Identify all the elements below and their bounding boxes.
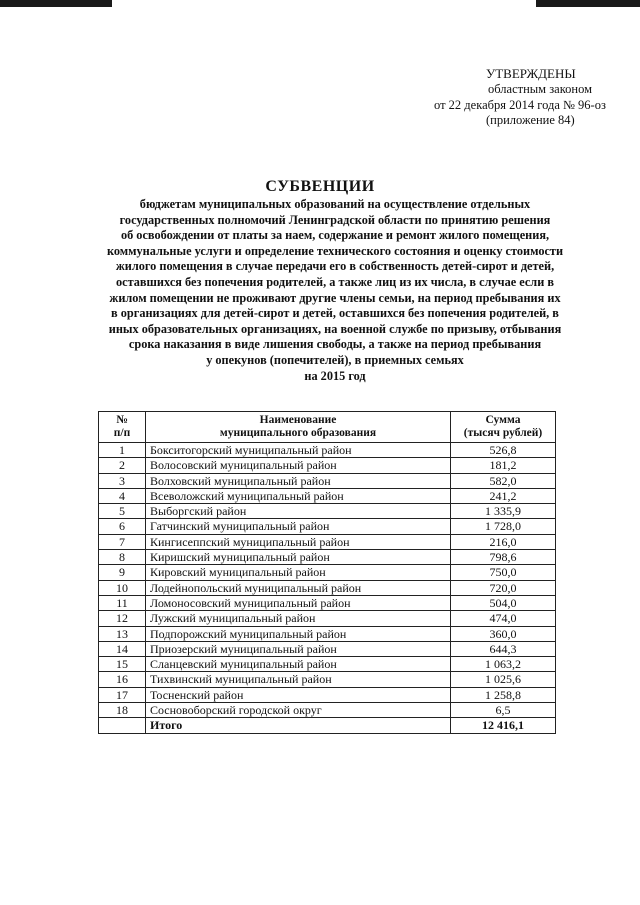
- table-row: [99, 611, 556, 626]
- table-row: [99, 443, 556, 458]
- row-amount: 582,0: [451, 473, 556, 488]
- row-amount: 720,0: [451, 580, 556, 595]
- row-amount: 360,0: [451, 626, 556, 641]
- row-number: 11: [99, 595, 146, 610]
- row-number: 18: [99, 703, 146, 718]
- table-row: [99, 657, 556, 672]
- row-amount: 1 258,8: [451, 687, 556, 702]
- row-number: 7: [99, 534, 146, 549]
- table-row: [99, 473, 556, 488]
- approval-law: областным законом: [488, 82, 593, 96]
- row-amount: 181,2: [451, 458, 556, 473]
- total-label: Итого: [146, 718, 451, 733]
- table-row: [99, 458, 556, 473]
- row-amount: 750,0: [451, 565, 556, 580]
- row-number: 8: [99, 550, 146, 565]
- table-row: [99, 672, 556, 687]
- row-number: 14: [99, 641, 146, 656]
- scan-edge-mark-right: [536, 0, 640, 7]
- row-municipality: Волховский муниципальный район: [146, 473, 451, 488]
- row-number: 12: [99, 611, 146, 626]
- row-amount: 6,5: [451, 703, 556, 718]
- subtitle-line: у опекунов (попечителей), в приемных семьях: [206, 352, 464, 367]
- row-number: 6: [99, 519, 146, 534]
- row-number: 3: [99, 473, 146, 488]
- row-number: 10: [99, 580, 146, 595]
- document-title: СУБВЕНЦИИ: [265, 178, 375, 195]
- approval-date: от 22 декабря 2014 года № 96-оз: [434, 98, 606, 112]
- row-amount: 474,0: [451, 611, 556, 626]
- row-number: 15: [99, 657, 146, 672]
- table-row: [99, 488, 556, 503]
- subtitle-line: бюджетам муниципальных образований на осуществление отдельных: [139, 197, 531, 211]
- row-number: 5: [99, 504, 146, 519]
- table-row: [99, 580, 556, 595]
- row-number: 4: [99, 488, 146, 503]
- approval-appendix: (приложение 84): [486, 113, 575, 127]
- row-amount: 798,6: [451, 550, 556, 565]
- document-subtitle: [70, 197, 600, 384]
- subtitle-line: на 2015 год: [304, 368, 366, 383]
- subtitle-line: государственных полномочий Ленинградской области по принятию решения: [119, 212, 551, 227]
- scan-edge-mark-left: [0, 0, 112, 7]
- row-amount: 504,0: [451, 595, 556, 610]
- row-amount: 241,2: [451, 488, 556, 503]
- table-row: [99, 565, 556, 580]
- table-row: [99, 687, 556, 702]
- subtitle-line: об освобождении от платы за наем, содержание и ремонт жилого помещения,: [120, 228, 550, 243]
- subtitle-line: жилом помещении не проживают другие члены семьи, на период пребывания их: [109, 290, 561, 305]
- table-header-row: [99, 412, 556, 443]
- subventions-table: [98, 411, 556, 734]
- row-amount: 216,0: [451, 534, 556, 549]
- subtitle-line: срока наказания в виде лишения свободы, а также на период пребывания: [128, 337, 542, 352]
- row-amount: 644,3: [451, 641, 556, 656]
- table-row: [99, 504, 556, 519]
- row-amount: 1 728,0: [451, 519, 556, 534]
- row-municipality: Гатчинский муниципальный район: [146, 519, 451, 534]
- row-municipality: Тихвинский муниципальный район: [146, 672, 451, 687]
- row-municipality: Кингисеппский муниципальный район: [146, 534, 451, 549]
- row-number: 2: [99, 458, 146, 473]
- subtitle-line: оставшихся без попечения родителей, а также лиц из их числа, в случае если в: [115, 274, 555, 289]
- row-amount: 1 025,6: [451, 672, 556, 687]
- row-amount: 526,8: [451, 443, 556, 458]
- row-municipality: Ломоносовский муниципальный район: [146, 595, 451, 610]
- row-municipality: Лужский муниципальный район: [146, 611, 451, 626]
- row-amount: 1 063,2: [451, 657, 556, 672]
- subtitle-line: коммунальные услуги и определение технического состояния и оценку стоимости: [106, 243, 564, 258]
- table-row: [99, 550, 556, 565]
- approval-title: УТВЕРЖДЕНЫ: [486, 66, 576, 81]
- row-number: 13: [99, 626, 146, 641]
- header-amount: Сумма (тысяч рублей): [451, 412, 556, 443]
- row-municipality: Волосовский муниципальный район: [146, 458, 451, 473]
- subtitle-line: в организациях для детей-сирот и детей, оставшихся без попечения родителей, в: [111, 306, 559, 321]
- table-row: [99, 641, 556, 656]
- row-municipality: Лодейнопольский муниципальный район: [146, 580, 451, 595]
- header-number: № п/п: [99, 412, 146, 443]
- row-municipality: Киришский муниципальный район: [146, 550, 451, 565]
- row-municipality: Всеволожский муниципальный район: [146, 488, 451, 503]
- row-municipality: Бокситогорский муниципальный район: [146, 443, 451, 458]
- subtitle-line: жилого помещения в случае передачи его в собственность детей-сирот и детей,: [115, 259, 555, 274]
- row-amount: 1 335,9: [451, 504, 556, 519]
- row-municipality: Тосненский район: [146, 687, 451, 702]
- row-municipality: Подпорожский муниципальный район: [146, 626, 451, 641]
- total-amount: 12 416,1: [451, 718, 556, 733]
- row-number: 17: [99, 687, 146, 702]
- header-municipality: Наименование муниципального образования: [146, 412, 451, 443]
- total-number-cell: [99, 718, 146, 733]
- table-row: [99, 595, 556, 610]
- row-number: 9: [99, 565, 146, 580]
- table-row: [99, 519, 556, 534]
- subtitle-line: иных образовательных организациях, на военной службе по призыву, отбывания: [108, 321, 562, 336]
- row-municipality: Приозерский муниципальный район: [146, 641, 451, 656]
- row-municipality: Выборгский район: [146, 504, 451, 519]
- table-row: [99, 626, 556, 641]
- row-number: 1: [99, 443, 146, 458]
- row-municipality: Сосновоборский городской округ: [146, 703, 451, 718]
- table-row: [99, 703, 556, 718]
- table-body: [99, 443, 556, 734]
- row-municipality: Кировский муниципальный район: [146, 565, 451, 580]
- table-row: [99, 534, 556, 549]
- row-number: 16: [99, 672, 146, 687]
- row-municipality: Сланцевский муниципальный район: [146, 657, 451, 672]
- table-total-row: [99, 718, 556, 733]
